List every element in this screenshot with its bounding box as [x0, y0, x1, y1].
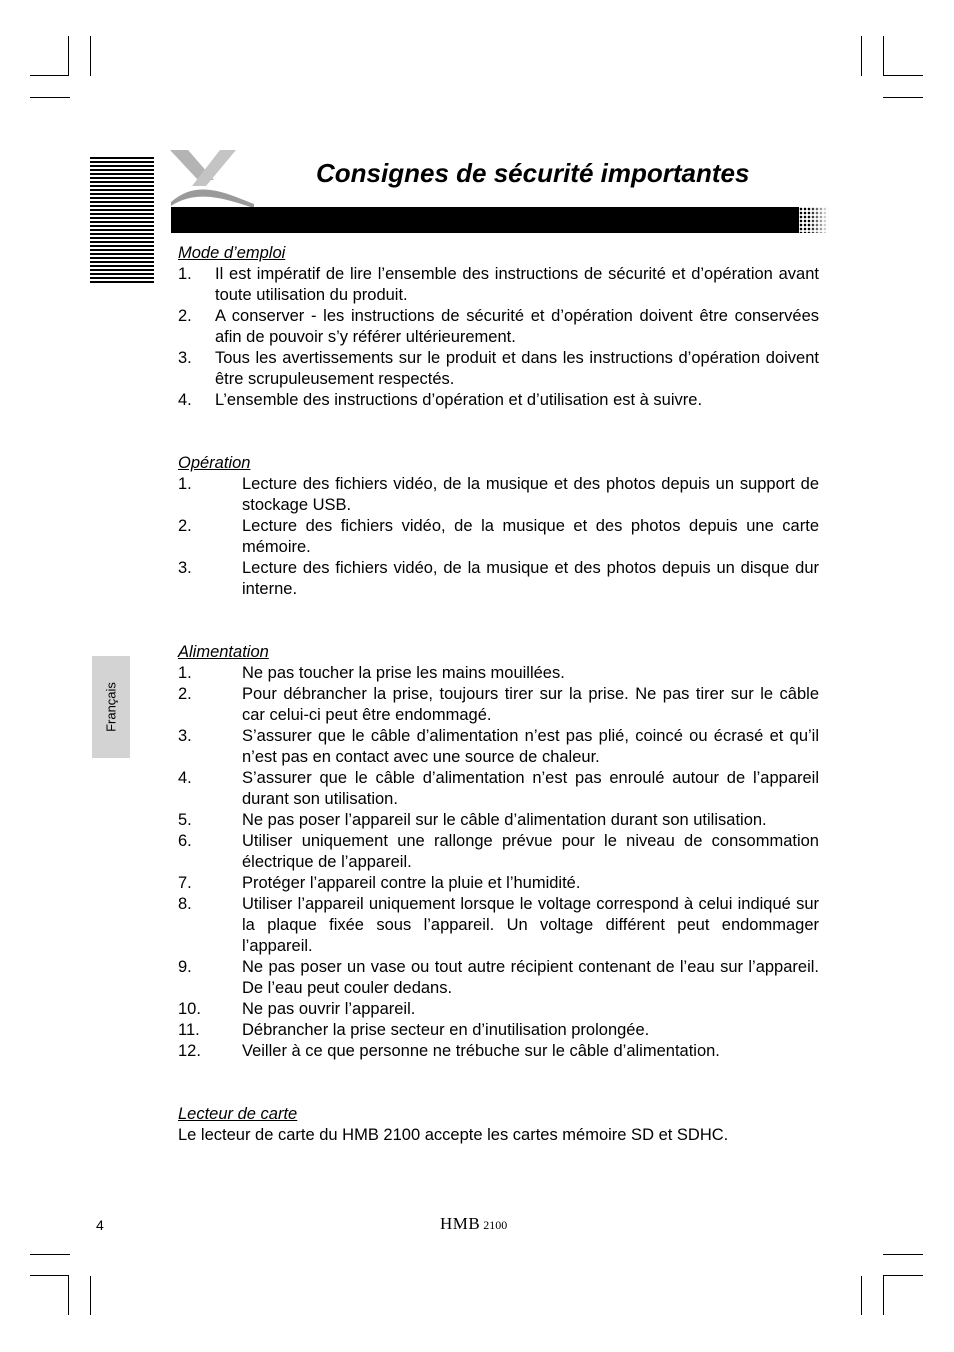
item-number: 2. [178, 517, 192, 535]
list-item [178, 726, 819, 768]
item-number: 1. [178, 475, 192, 493]
item-text: Veiller à ce que personne ne trébuche sur le câble d’alimentation. [242, 1042, 720, 1060]
item-number: 2. [178, 685, 192, 703]
section-operation [178, 453, 819, 600]
page-number: 4 [96, 1217, 104, 1233]
list-item [178, 831, 819, 873]
item-text: Ne pas toucher la prise les mains mouillées. [242, 664, 565, 682]
item-number: 5. [178, 811, 192, 829]
decorative-stripes [90, 157, 154, 285]
section-gap [178, 600, 819, 642]
item-number: 3. [178, 727, 192, 745]
document-body [178, 243, 819, 1146]
model-number: 2100 [483, 1218, 508, 1232]
item-text: Ne pas ouvrir l’appareil. [242, 1000, 416, 1018]
section-gap [178, 411, 819, 453]
item-number: 3. [178, 559, 192, 577]
item-number: 12. [178, 1042, 201, 1060]
list-item [178, 264, 819, 306]
list-item [178, 957, 819, 999]
item-text: Utiliser uniquement une rallonge prévue pour le niveau de consommation électrique de l’appareil. [242, 832, 819, 871]
model-logo [440, 1214, 507, 1234]
header-bar [171, 207, 799, 233]
section-gap [178, 1062, 819, 1104]
header-bar-dots [795, 207, 829, 233]
list-item [178, 1041, 819, 1062]
list-item [178, 390, 819, 411]
item-number: 3. [178, 349, 192, 367]
list-item [178, 684, 819, 726]
section-title: Mode d’emploi [178, 244, 286, 262]
section-title: Lecteur de carte [178, 1105, 298, 1123]
list-item [178, 873, 819, 894]
language-label: Français [103, 682, 119, 732]
item-number: 1. [178, 265, 192, 283]
item-text: S’assurer que le câble d’alimentation n’est pas plié, coincé ou écrasé et qu’il n’est pas en contact avec une source de chaleur. [242, 727, 819, 766]
item-text: Lecture des fichiers vidéo, de la musique et des photos depuis un support de stockage USB. [242, 475, 819, 514]
list-item [178, 516, 819, 558]
item-text: L’ensemble des instructions d’opération et d’utilisation est à suivre. [215, 391, 703, 409]
item-number: 11. [178, 1021, 200, 1039]
language-tab [92, 656, 130, 758]
operation-list [178, 474, 819, 600]
list-item [178, 999, 819, 1020]
list-item [178, 474, 819, 516]
list-item [178, 663, 819, 684]
item-number: 10. [178, 1000, 201, 1018]
item-number: 7. [178, 874, 192, 892]
list-item [178, 810, 819, 831]
item-text: Protéger l’appareil contre la pluie et l’humidité. [242, 874, 581, 892]
item-text: Débrancher la prise secteur en d’inutilisation prolongée. [242, 1021, 650, 1039]
item-number: 1. [178, 664, 192, 682]
item-text: Tous les avertissements sur le produit et dans les instructions d’opération doivent être scrupuleusement respectés. [215, 349, 819, 388]
item-text: S’assurer que le câble d’alimentation n’est pas enroulé autour de l’appareil durant son utilisation. [242, 769, 819, 808]
list-item [178, 348, 819, 390]
item-number: 4. [178, 391, 192, 409]
list-item [178, 894, 819, 957]
alimentation-list [178, 663, 819, 1062]
section-lecteur-carte [178, 1104, 819, 1146]
item-text: Lecture des fichiers vidéo, de la musique et des photos depuis une carte mémoire. [242, 517, 819, 556]
lecteur-paragraph: Le lecteur de carte du HMB 2100 accepte les cartes mémoire SD et SDHC. [178, 1126, 729, 1144]
item-number: 9. [178, 958, 192, 976]
section-alimentation [178, 642, 819, 1062]
item-number: 6. [178, 832, 192, 850]
item-text: A conserver - les instructions de sécurité et d’opération doivent être conservées afin de pouvoir s’y référer ultérieurement. [215, 307, 819, 346]
model-name: HMB [440, 1214, 481, 1233]
list-item [178, 306, 819, 348]
item-text: Ne pas poser l’appareil sur le câble d’alimentation durant son utilisation. [242, 811, 767, 829]
item-text: Pour débrancher la prise, toujours tirer sur la prise. Ne pas tirer sur le câble car celui-ci peut être endommagé. [242, 685, 819, 724]
section-title: Alimentation [178, 643, 269, 661]
item-number: 4. [178, 769, 192, 787]
item-number: 2. [178, 307, 192, 325]
item-text: Ne pas poser un vase ou tout autre récipient contenant de l’eau sur l’appareil. De l’eau peut couler dedans. [242, 958, 819, 997]
item-text: Utiliser l’appareil uniquement lorsque le voltage correspond à celui indiqué sur la plaque fixée sous l’appareil. Un voltage différent peut endommager l’appareil. [242, 895, 819, 955]
item-text: Il est impératif de lire l’ensemble des instructions de sécurité et d’opération avant toute utilisation du produit. [215, 265, 819, 304]
section-mode-emploi [178, 243, 819, 411]
list-item [178, 768, 819, 810]
item-text: Lecture des fichiers vidéo, de la musique et des photos depuis un disque dur interne. [242, 559, 819, 598]
list-item [178, 558, 819, 600]
mode-emploi-list [178, 264, 819, 411]
page-title: Consignes de sécurité importantes [316, 158, 750, 188]
item-number: 8. [178, 895, 192, 913]
x-brand-logo-icon [168, 150, 256, 208]
section-title: Opération [178, 454, 251, 472]
list-item [178, 1020, 819, 1041]
